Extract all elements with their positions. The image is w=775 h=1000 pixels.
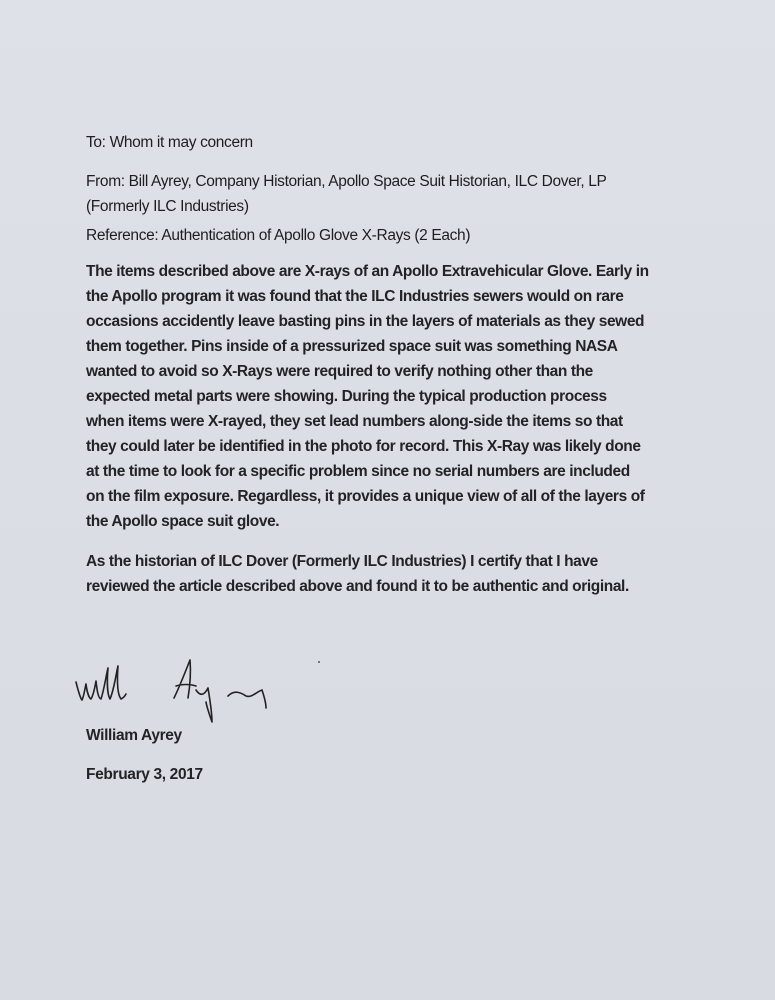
body-line: them together. Pins inside of a pressurized space suit was something NASA [86,338,618,355]
body-line: expected metal parts were showing. During the typical production process [86,388,607,405]
from-line-continued: (Formerly ILC Industries) [86,198,249,215]
body-line: at the time to look for a specific problem since no serial numbers are included [86,463,630,480]
paper-speck [318,661,320,663]
body-line: when items were X-rayed, they set lead numbers along-side the items so that [86,413,623,430]
body-line: occasions accidently leave basting pins in the layers of materials as they sewed [86,313,645,330]
body-line: on the film exposure. Regardless, it provides a unique view of all of the layers of [86,488,645,505]
signer-name: William Ayrey [86,727,182,744]
body-line: wanted to avoid so X-Rays were required to verify nothing other than the [86,363,593,380]
certification-line: As the historian of ILC Dover (Formerly ILC Industries) I certify that I have [86,553,598,570]
body-line: the Apollo space suit glove. [86,513,280,530]
letter-date: February 3, 2017 [86,766,203,783]
from-line: From: Bill Ayrey, Company Historian, Apollo Space Suit Historian, ILC Dover, LP [86,173,607,190]
body-line: the Apollo program it was found that the ILC Industries sewers would on rare [86,288,624,305]
body-line: they could later be identified in the photo for record. This X-Ray was likely done [86,438,641,455]
body-line: The items described above are X-rays of an Apollo Extravehicular Glove. Early in [86,263,649,280]
certification-paragraph [86,549,706,599]
certification-line: reviewed the article described above and found it to be authentic and original. [86,578,629,595]
signature-icon [70,650,310,730]
reference-line: Reference: Authentication of Apollo Glove X-Rays (2 Each) [86,227,471,244]
body-paragraph [86,259,706,534]
to-line: To: Whom it may concern [86,134,253,151]
